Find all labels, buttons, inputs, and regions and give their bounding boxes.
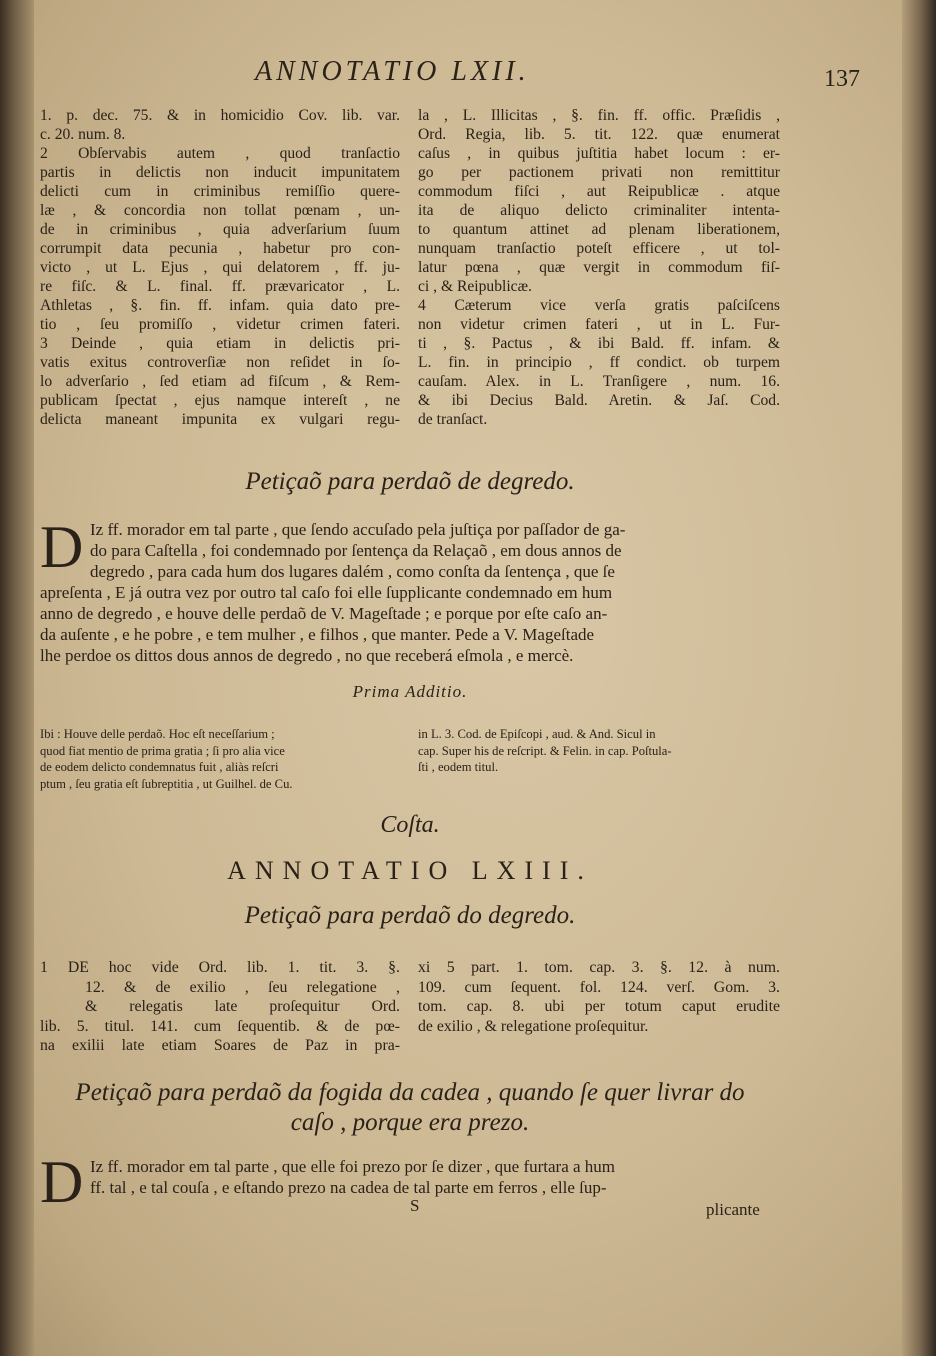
text-line: vatis exitus controverſiæ non reſidet in ſo- — [40, 354, 400, 371]
text-line: de tranſact. — [418, 411, 488, 428]
text-line: ptum , ſeu gratia eſt ſubreptitia , ut Guilhel. de Cu. — [40, 776, 293, 791]
text-line: re fiſc. & L. final. ff. prævaricator , L. — [40, 278, 400, 295]
text-line: de exilio , & relegatione proſequitur. — [418, 1017, 649, 1035]
text-line: Ibi : Houve delle perdaõ. Hoc eſt neceſſarium ; — [40, 727, 275, 741]
text-line: 1 DE hoc vide Ord. lib. 1. tit. 3. §. — [40, 959, 400, 976]
text-line: la , L. Illicitas , §. fin. ff. offic. Præſidis , — [418, 107, 780, 124]
text-line: 109. cum ſequent. fol. 124. verſ. Gom. 3. — [418, 978, 780, 996]
text-line: anno de degredo , e houve delle perdaõ de V. Mageſtade ; e porque por eſte caſo an- — [40, 604, 608, 623]
text-line: c. 20. num. 8. — [40, 126, 126, 143]
text-line: quod fiat mentio de prima gratia ; ſi pro alia vice — [40, 743, 285, 758]
costa-heading: Coſta. — [380, 812, 440, 838]
text-line: cauſam. Alex. in L. Tranſigere , num. 16. — [418, 373, 780, 390]
text-line: tio , ſeu promiſſo , videtur crimen fateri. — [40, 316, 400, 333]
heading-line: Petiçaõ para perdaõ da fogida da cadea , quando ſe quer livrar do — [75, 1079, 745, 1106]
text-line: de eodem delicto condemnatus fuit , aliàs reſcri — [40, 760, 279, 774]
section-heading — [40, 1078, 780, 1138]
text-line: xi 5 part. 1. tom. cap. 3. §. 12. à num. — [418, 959, 780, 976]
text-line: lo adverſario , ſed etiam ad fiſcum , & Rem- — [40, 373, 400, 390]
text-line: læ , & concordia non tollat pœnam , un- — [40, 202, 400, 219]
text-line: delicti cum in criminibus remiſſio quere- — [40, 183, 400, 200]
catchword: plicante — [706, 1200, 760, 1219]
petition-text — [40, 1156, 780, 1198]
text-line: 1. p. dec. 75. & in homicidio Cov. lib. var. — [40, 107, 400, 124]
section-heading: Petiçaõ para perdaõ do degredo. — [244, 902, 576, 929]
text-line: lib. 5. titul. 141. cum ſequentib. & de pœ- — [40, 1017, 400, 1035]
additio-left-column — [40, 726, 400, 792]
text-line: 4 Cæterum vice verſa gratis paſciſcens — [418, 297, 780, 314]
text-line: partis in delictis non inducit impunitatem — [40, 164, 400, 181]
text-line: go per pactionem privati non remittitur — [418, 164, 780, 181]
text-line: ita de aliquo delicto criminaliter intenta- — [418, 202, 780, 219]
text-line: ff. tal , e tal couſa , e eſtando prezo na cadea de tal parte em ferros , elle ſup- — [90, 1178, 607, 1197]
text-line: do para Caſtella , foi condemnado por ſentença da Relaçaõ , em dous annos de — [90, 541, 622, 560]
text-line: ſti , eodem titul. — [418, 760, 499, 774]
text-line: 12. & de exilio , ſeu relegatione , — [85, 978, 400, 996]
text-line: Iz ff. morador em tal parte , que ſendo accuſado pela juſtiça por paſſador de ga- — [90, 520, 626, 539]
section2-right-column — [418, 958, 780, 1036]
text-line: 3 Deinde , quia etiam in delictis pri- — [40, 335, 400, 352]
section1-right-column — [418, 106, 780, 429]
section1-left-column — [40, 106, 400, 429]
text-line: de in criminibus , quia adverſarium ſuum — [40, 221, 400, 238]
text-line: publicam ſpectat , ejus namque intereſt , ne — [40, 392, 400, 409]
text-line: caſus , in quibus juſtitia habet locum : er- — [418, 145, 780, 162]
page-gutter — [0, 0, 34, 1356]
text-line: lhe perdoe os dittos dous annos de degredo , no que receberá eſmola , e mercè. — [40, 646, 574, 665]
drop-cap: D — [40, 514, 84, 580]
signature-mark: S — [410, 1196, 420, 1215]
text-line: & relegatis late proſequitur Ord. — [85, 998, 400, 1015]
text-line: Ord. Regia, lib. 5. tit. 122. quæ enumerat — [418, 126, 780, 143]
text-line: Athletas , §. fin. ff. infam. quia dato pre- — [40, 297, 400, 314]
additio-right-column — [418, 726, 780, 776]
text-line: apreſenta , E já outra vez por outro tal caſo foi elle ſupplicante condemnado em hum — [40, 583, 613, 602]
page-number: 137 — [824, 66, 860, 92]
text-line: victo , ut L. Ejus , qui delatorem , ff. ju- — [40, 259, 400, 276]
page-header — [40, 52, 900, 96]
text-line: 2 Obſervabis autem , quod tranſactio — [40, 145, 400, 162]
text-line: ti , §. Pactus , & ibi Bald. ff. infam. & — [418, 335, 780, 352]
text-line: & ibi Decius Bald. Aretin. & Jaſ. Cod. — [418, 392, 780, 409]
text-line: tom. cap. 8. ubi per totum caput erudite — [418, 998, 780, 1015]
text-line: to quantum attinet ad plenam liberationem, — [418, 221, 780, 238]
text-line: ci , & Reipublicæ. — [418, 278, 532, 295]
heading-line: caſo , porque era prezo. — [290, 1109, 530, 1136]
text-line: in L. 3. Cod. de Epiſcopi , aud. & And. Sicul in — [418, 727, 656, 741]
text-line: na exilii late etiam Soares de Paz in pra- — [40, 1037, 400, 1054]
drop-cap: D — [40, 1149, 84, 1215]
page-edge — [902, 0, 936, 1356]
text-line: latur pœna , quæ vergit in commodum fiſ- — [418, 259, 780, 276]
annotatio-title: ANNOTATIO LXIII. — [227, 856, 593, 885]
section-heading: Petiçaõ para perdaõ de degredo. — [245, 468, 575, 495]
petition-text — [40, 514, 780, 666]
text-line: cap. Super his de reſcript. & Felin. in cap. Poſtula- — [418, 743, 672, 758]
text-line: da auſente , e he pobre , e tem mulher , e filhos , que manter. Pede a V. Mageſtade — [40, 625, 595, 644]
text-line: delicta maneant impunita ex vulgari regu- — [40, 411, 400, 428]
additio-heading: Prima Additio. — [352, 682, 468, 701]
text-line: commodum fiſci , aut Reipublicæ . atque — [418, 183, 780, 200]
text-line: L. fin. in principio , ff condict. ob turpem — [418, 354, 780, 371]
text-line: corrumpit data pecunia , habetur pro con- — [40, 240, 400, 257]
text-line: nunquam tranſactio poteſt efficere , ut tol- — [418, 240, 780, 257]
text-line: degredo , para cada hum dos lugares dalém , como conſta da ſentença , que ſe — [90, 562, 615, 581]
section2-left-column — [40, 958, 400, 1056]
text-line: non videtur crimen fateri , ut in L. Fur- — [418, 316, 780, 333]
running-head: ANNOTATIO LXII. — [255, 56, 530, 87]
text-line: Iz ff. morador em tal parte , que elle foi prezo por ſe dizer , que furtara a hum — [90, 1157, 616, 1176]
